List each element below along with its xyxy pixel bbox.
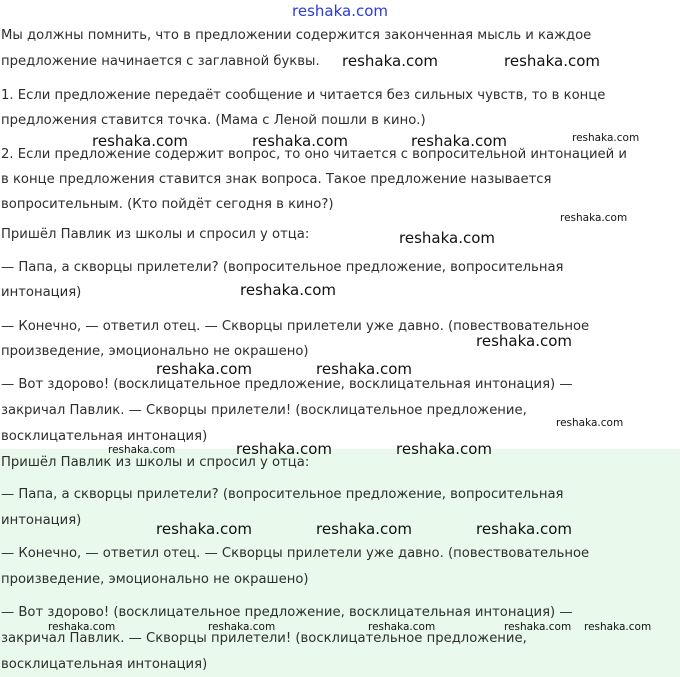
watermark: reshaka.com xyxy=(252,132,348,150)
text-line: — Папа, а скворцы прилетели? (вопросительное предложение, вопросительная xyxy=(1,260,564,275)
text-line: произведение, эмоционально не окрашено) xyxy=(1,344,309,359)
watermark: reshaka.com xyxy=(108,444,176,456)
text-line: закричал Павлик. — Скворцы прилетели! (восклицательное предложение, xyxy=(1,631,527,646)
watermark: reshaka.com xyxy=(368,621,436,633)
text-line: 1. Если предложение передаёт сообщение и читается без сильных чувств, то в конце xyxy=(1,88,606,103)
watermark: reshaka.com xyxy=(316,360,412,378)
watermark: reshaka.com xyxy=(236,440,332,458)
text-line: предложения ставится точка. (Мама с Леной пошли в кино.) xyxy=(1,113,426,128)
text-line: в конце предложения ставится знак вопроса. Такое предложение называется xyxy=(1,172,552,187)
text-line: интонация) xyxy=(1,285,82,300)
watermark: reshaka.com xyxy=(411,132,507,150)
text-line: восклицательная интонация) xyxy=(1,657,208,672)
text-line: 2. Если предложение содержит вопрос, то оно читается с вопросительной интонацией и xyxy=(1,147,627,162)
text-line: — Конечно, — ответил отец. — Скворцы прилетели уже давно. (повествовательное xyxy=(1,546,590,561)
text-line: предложение начинается с заглавной буквы. xyxy=(1,54,320,69)
text-line: — Вот здорово! (восклицательное предложение, восклицательная интонация) — xyxy=(1,377,573,392)
watermark: reshaka.com xyxy=(396,440,492,458)
site-header[interactable]: reshaka.com xyxy=(292,2,388,20)
watermark: reshaka.com xyxy=(572,132,640,144)
watermark: reshaka.com xyxy=(504,52,600,70)
text-line: Пришёл Павлик из школы и спросил у отца: xyxy=(1,455,310,470)
watermark: reshaka.com xyxy=(476,520,572,538)
watermark: reshaka.com xyxy=(584,621,652,633)
text-line: — Папа, а скворцы прилетели? (вопросительное предложение, вопросительная xyxy=(1,487,564,502)
watermark: reshaka.com xyxy=(342,52,438,70)
text-line: интонация) xyxy=(1,513,82,528)
watermark: reshaka.com xyxy=(476,332,572,350)
watermark: reshaka.com xyxy=(504,621,572,633)
text-line: вопросительным. (Кто пойдёт сегодня в кино?) xyxy=(1,197,334,212)
text-line: Пришёл Павлик из школы и спросил у отца: xyxy=(1,227,310,242)
text-line: Мы должны помнить, что в предложении содержится законченная мысль и каждое xyxy=(1,28,592,43)
text-line: — Вот здорово! (восклицательное предложение, восклицательная интонация) — xyxy=(1,605,573,620)
watermark: reshaka.com xyxy=(156,520,252,538)
watermark: reshaka.com xyxy=(556,417,624,429)
watermark: reshaka.com xyxy=(560,212,628,224)
watermark: reshaka.com xyxy=(399,229,495,247)
watermark: reshaka.com xyxy=(240,281,336,299)
watermark: reshaka.com xyxy=(48,621,116,633)
text-line: — Конечно, — ответил отец. — Скворцы прилетели уже давно. (повествовательное xyxy=(1,319,590,334)
watermark: reshaka.com xyxy=(208,621,276,633)
watermark: reshaka.com xyxy=(156,360,252,378)
text-line: восклицательная интонация) xyxy=(1,429,208,444)
watermark: reshaka.com xyxy=(316,520,412,538)
text-line: закричал Павлик. — Скворцы прилетели! (восклицательное предложение, xyxy=(1,403,527,418)
watermark: reshaka.com xyxy=(92,132,188,150)
text-line: произведение, эмоционально не окрашено) xyxy=(1,572,309,587)
